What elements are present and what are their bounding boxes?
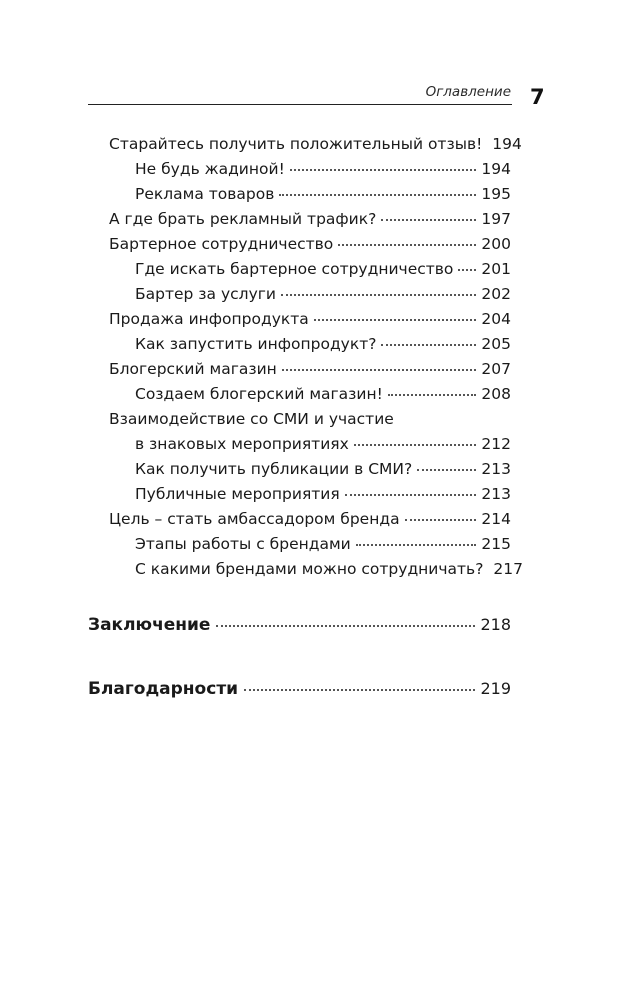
dot-leader <box>405 518 477 521</box>
toc-entry-title: Цель – стать амбассадором бренда <box>109 510 400 528</box>
toc-entry-page: 208 <box>481 385 511 403</box>
toc-entry-title: Продажа инфопродукта <box>109 310 309 328</box>
header-rule <box>88 104 512 105</box>
toc-entry-page: 205 <box>481 335 511 353</box>
toc-entry[interactable] <box>135 557 524 582</box>
dot-leader <box>356 543 477 546</box>
toc-entry-title: Где искать бартерное сотрудничество <box>135 260 454 278</box>
toc-entry-page: 204 <box>481 310 511 328</box>
toc-entry-page: 217 <box>493 560 524 578</box>
dot-leader <box>354 443 477 446</box>
toc-entry-title: Создаем блогерский магазин! <box>135 385 383 403</box>
toc-entry-page: 194 <box>492 135 522 153</box>
toc-entry-title: Бартер за услуги <box>135 285 276 303</box>
toc-entry-title: Блогерский магазин <box>109 360 277 378</box>
toc-entry-title: в знаковых мероприятиях <box>135 435 349 453</box>
toc-entry-title: Не будь жадиной! <box>135 160 285 178</box>
dot-leader <box>388 393 477 396</box>
dot-leader <box>279 193 476 196</box>
toc-entry-title: Этапы работы с брендами <box>135 535 351 553</box>
toc-entry[interactable] <box>135 482 511 507</box>
toc-entry-page: 213 <box>481 485 511 503</box>
toc-entry-title: Как получить публикации в СМИ? <box>135 460 413 478</box>
toc-chapter-acknowledgements[interactable] <box>88 676 511 701</box>
dot-leader <box>381 218 476 221</box>
dot-leader <box>338 243 476 246</box>
toc-entry[interactable] <box>135 182 511 207</box>
toc-entry[interactable] <box>109 307 511 332</box>
toc-entry-page: 200 <box>481 235 511 253</box>
toc-entry[interactable] <box>135 382 511 407</box>
toc-entry-title: Старайтесь получить положительный отзыв! <box>109 135 483 153</box>
toc-entry[interactable] <box>109 132 522 157</box>
toc-entry-page: 218 <box>480 615 511 634</box>
running-head-title: Оглавление <box>425 84 511 100</box>
toc-entry[interactable] <box>135 282 511 307</box>
toc-entry-title: Бартерное сотрудничество <box>109 235 334 253</box>
toc-entry-page: 202 <box>481 285 511 303</box>
toc-entry[interactable] <box>109 232 511 257</box>
toc-entry-title: А где брать рекламный трафик? <box>109 210 377 228</box>
toc-entry-page: 207 <box>481 360 511 378</box>
toc-entry[interactable] <box>135 432 511 457</box>
dot-leader <box>244 688 475 691</box>
page-number: 7 <box>530 85 545 109</box>
toc-chapter-conclusion[interactable] <box>88 612 511 637</box>
toc-entry-title: Взаимодействие со СМИ и участие <box>109 410 394 428</box>
toc-entry-page: 201 <box>481 260 511 278</box>
dot-leader <box>282 368 477 371</box>
toc-entry-page: 197 <box>481 210 511 228</box>
dot-leader <box>216 624 475 627</box>
toc-entry[interactable] <box>135 257 511 282</box>
toc-entry-page: 219 <box>480 679 511 698</box>
toc-entry-page: 215 <box>481 535 511 553</box>
toc-entry[interactable] <box>109 357 511 382</box>
toc-entry-page: 194 <box>481 160 511 178</box>
dot-leader <box>314 318 477 321</box>
toc-entry-page: 195 <box>481 185 511 203</box>
toc-entry[interactable] <box>135 157 511 182</box>
dot-leader <box>290 168 477 171</box>
toc-entry-page: 213 <box>481 460 511 478</box>
toc-entry[interactable] <box>135 457 511 482</box>
toc-entry-title: Как запустить инфопродукт? <box>135 335 377 353</box>
toc-entry-title: С какими брендами можно сотрудничать? <box>135 560 484 578</box>
toc-entry-page: 212 <box>481 435 511 453</box>
toc-entry[interactable] <box>135 532 511 557</box>
dot-leader <box>381 343 476 346</box>
toc-entry[interactable] <box>109 407 511 432</box>
toc-entry-title: Заключение <box>88 615 211 635</box>
dot-leader <box>417 468 476 471</box>
toc-entry-title: Публичные мероприятия <box>135 485 340 503</box>
toc-entry[interactable] <box>109 507 511 532</box>
toc-entry-page: 214 <box>481 510 511 528</box>
toc-entry-title: Реклама товаров <box>135 185 275 203</box>
toc-entry-title: Благодарности <box>88 679 239 699</box>
dot-leader <box>458 268 476 271</box>
dot-leader <box>345 493 477 496</box>
toc-entry[interactable] <box>135 332 511 357</box>
toc-entry[interactable] <box>109 207 511 232</box>
dot-leader <box>281 293 476 296</box>
